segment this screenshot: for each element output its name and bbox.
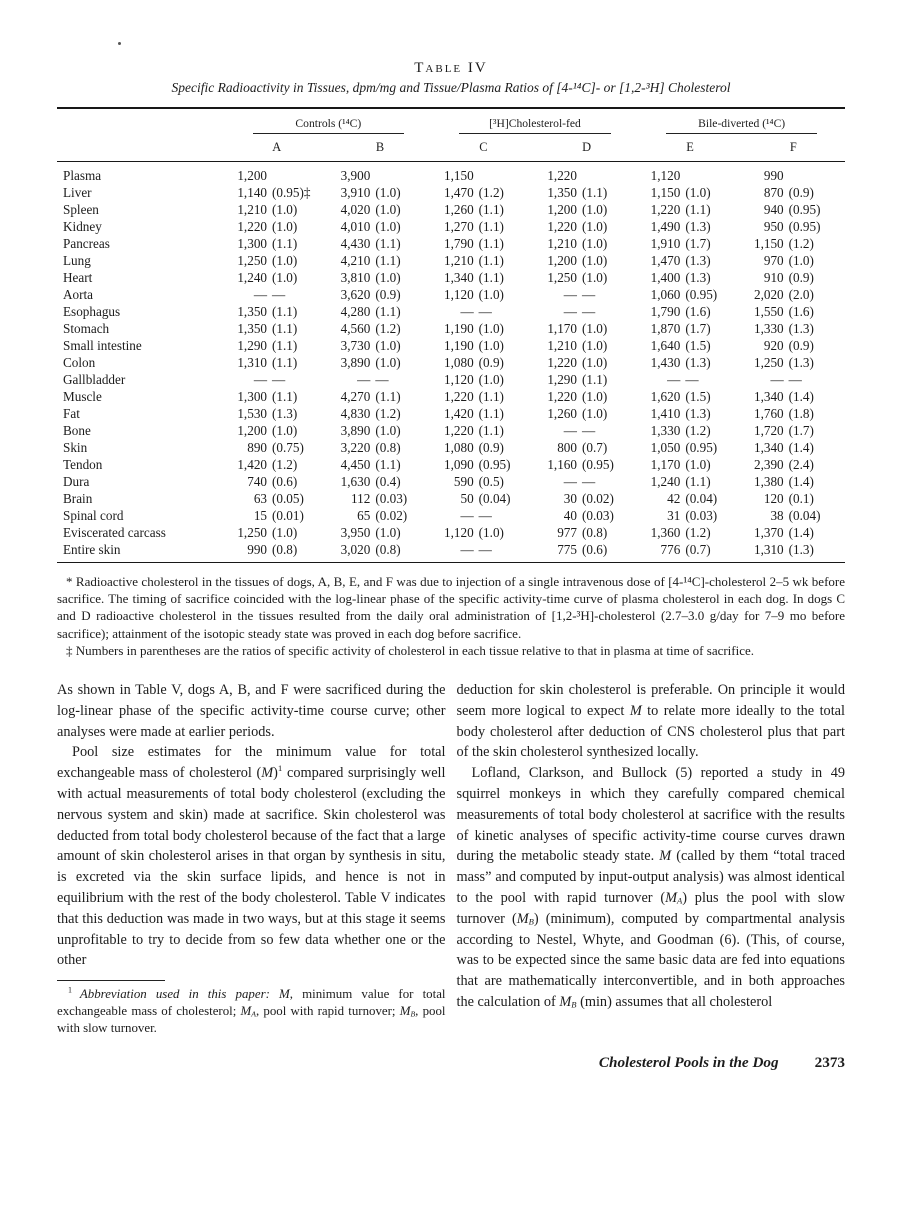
page-number: 2373	[814, 1053, 845, 1071]
value-cell: 1,190 (1.0)	[443, 337, 504, 353]
value-cell: 1,300 (1.1)	[237, 388, 298, 404]
value-cell: 1,350 (1.1)	[547, 184, 608, 200]
table-row	[57, 184, 845, 201]
value-cell: 1,430 (1.3)	[650, 354, 711, 370]
value-cell: 112 (0.03)	[351, 490, 408, 506]
value-cell: 1,790 (1.1)	[443, 235, 504, 251]
value-cell: 1,240 (1.0)	[237, 269, 298, 285]
value-cell: 1,620 (1.5)	[650, 388, 711, 404]
value-cell: — —	[563, 303, 596, 319]
group-cholesterol-fed-label: [³H]Cholesterol-fed	[459, 117, 610, 134]
value-cell: 990 (0.8)	[247, 541, 298, 557]
value-cell: 1,490 (1.3)	[650, 218, 711, 234]
value-cell: 590 (0.5)	[453, 473, 504, 489]
value-cell: 977 (0.8)	[557, 524, 608, 540]
group-bile-diverted-label: Bile-diverted (¹⁴C)	[666, 117, 817, 134]
value-cell: 1,550 (1.6)	[753, 303, 814, 319]
value-cell: 1,640 (1.5)	[650, 337, 711, 353]
value-cell: 1,870 (1.7)	[650, 320, 711, 336]
tissue-name: Lung	[63, 252, 91, 268]
value-cell: 4,010 (1.0)	[340, 218, 401, 234]
value-cell: 63 (0.05)	[253, 490, 304, 506]
value-cell: 3,810 (1.0)	[340, 269, 401, 285]
value-cell: 3,910 (1.0)	[340, 184, 401, 200]
tissue-name: Spinal cord	[63, 507, 124, 523]
value-cell: 30 (0.02)	[563, 490, 614, 506]
value-cell: — —	[357, 371, 389, 387]
running-title: Cholesterol Pools in the Dog	[598, 1053, 779, 1071]
group-controls-label: Controls (¹⁴C)	[253, 117, 404, 134]
value-cell: 776 (0.7)	[660, 541, 711, 557]
value-cell: 4,560 (1.2)	[340, 320, 401, 336]
value-cell: 4,270 (1.1)	[340, 388, 401, 404]
value-cell: 1,760 (1.8)	[753, 405, 814, 421]
tissue-name: Muscle	[63, 388, 102, 404]
table-row	[57, 162, 845, 185]
column-letter-b: B	[328, 135, 431, 162]
value-cell: — —	[253, 371, 286, 387]
table-row	[57, 252, 845, 269]
value-cell: 1,200 (1.0)	[547, 252, 608, 268]
tissue-name: Dura	[63, 473, 90, 489]
value-cell: 1,270 (1.1)	[443, 218, 504, 234]
value-cell: 4,280 (1.1)	[340, 303, 401, 319]
value-cell: 42 (0.04)	[667, 490, 718, 506]
tissue-header-empty	[57, 135, 225, 162]
table-row	[57, 235, 845, 252]
value-cell: 3,950 (1.0)	[340, 524, 401, 540]
table-row	[57, 473, 845, 490]
tissue-name: Entire skin	[63, 541, 121, 557]
value-cell: 1,630 (0.4)	[340, 473, 401, 489]
tissue-header-empty	[57, 108, 225, 135]
value-cell: 1,150 (1.2)	[753, 235, 814, 251]
value-cell: 1,290 (1.1)	[547, 371, 608, 387]
value-cell: 1,220 (1.1)	[443, 422, 504, 438]
table-row	[57, 269, 845, 286]
value-cell: 1,240 (1.1)	[650, 473, 711, 489]
tissue-name: Spleen	[63, 201, 99, 217]
value-cell: 50 (0.04)	[460, 490, 511, 506]
table-row	[57, 507, 845, 524]
value-cell: 1,420 (1.1)	[443, 405, 504, 421]
value-cell: 1,050 (0.95)	[650, 439, 718, 455]
value-cell: 1,150	[443, 167, 474, 183]
value-cell: 15 (0.01)	[253, 507, 304, 523]
page-footer	[57, 1054, 845, 1072]
value-cell: 1,200 (1.0)	[237, 422, 298, 438]
value-cell: 1,200	[237, 167, 267, 183]
value-cell: 1,530 (1.3)	[237, 405, 298, 421]
value-cell: 1,210 (1.0)	[547, 337, 608, 353]
value-cell: 4,830 (1.2)	[340, 405, 401, 421]
value-cell: 1,210 (1.0)	[547, 235, 608, 251]
value-cell: 1,170 (1.0)	[547, 320, 608, 336]
value-cell: 40 (0.03)	[563, 507, 614, 523]
table-caption: Specific Radioactivity in Tissues, dpm/mg and Tissue/Plasma Ratios of [4-¹⁴C]- or [1,2-³H] Cholesterol	[171, 80, 731, 95]
value-cell: 1,220 (1.0)	[547, 388, 608, 404]
tissue-name: Esophagus	[63, 303, 121, 319]
value-cell: 3,730 (1.0)	[340, 337, 401, 353]
table-row	[57, 354, 845, 371]
value-cell: — —	[563, 473, 596, 489]
value-cell: — —	[563, 286, 596, 302]
tissue-name: Bone	[63, 422, 91, 438]
tissue-name: Stomach	[63, 320, 110, 336]
table-row	[57, 201, 845, 218]
value-cell: 4,450 (1.1)	[340, 456, 401, 472]
table-row	[57, 422, 845, 439]
column-letters-row	[57, 135, 845, 162]
value-cell: 3,900	[340, 167, 371, 183]
value-cell: 1,370 (1.4)	[753, 524, 814, 540]
value-cell: 4,210 (1.1)	[340, 252, 401, 268]
table-row	[57, 337, 845, 354]
value-cell: 1,720 (1.7)	[753, 422, 814, 438]
value-cell: 1,220 (1.0)	[547, 354, 608, 370]
value-cell: 3,220 (0.8)	[340, 439, 401, 455]
paragraph: As shown in Table V, dogs A, B, and F were sacrificed during the log-linear phase of the specific activity-time course curve; other analyses were made at earlier periods.	[57, 682, 446, 740]
table-row	[57, 388, 845, 405]
value-cell: 1,340 (1.4)	[753, 388, 814, 404]
value-cell: 1,120 (1.0)	[443, 371, 504, 387]
group-controls	[225, 108, 432, 135]
tissue-name: Gallbladder	[63, 371, 126, 387]
value-cell: 1,210 (1.1)	[443, 252, 504, 268]
column-letter-a: A	[225, 135, 328, 162]
table-footnote-dagger: ‡ Numbers in parentheses are the ratios of specific activity of cholesterol in each tissue relative to that in plasma at time of sacrifice.	[66, 642, 755, 658]
value-cell: 1,420 (1.2)	[237, 456, 298, 472]
value-cell: 775 (0.6)	[557, 541, 608, 557]
tissue-name: Liver	[63, 184, 92, 200]
value-cell: 1,250 (1.0)	[547, 269, 608, 285]
value-cell: 31 (0.03)	[667, 507, 718, 523]
value-cell: 1,360 (1.2)	[650, 524, 711, 540]
value-cell: — —	[770, 371, 802, 387]
value-cell: 1,260 (1.1)	[443, 201, 504, 217]
tissue-name: Eviscerated carcass	[63, 524, 166, 540]
table-label: Table IV	[414, 60, 488, 76]
value-cell: 3,890 (1.0)	[340, 354, 401, 370]
value-cell: — —	[253, 286, 286, 302]
value-cell: 910 (0.9)	[763, 269, 814, 285]
value-cell: 1,120	[650, 167, 681, 183]
value-cell: 920 (0.9)	[763, 337, 814, 353]
value-cell: 990	[763, 167, 784, 183]
tissue-name: Heart	[63, 269, 93, 285]
value-cell: 970 (1.0)	[763, 252, 814, 268]
value-cell: 38 (0.04)	[770, 507, 821, 523]
value-cell: 1,250 (1.3)	[753, 354, 814, 370]
value-cell: 1,120 (1.0)	[443, 524, 504, 540]
value-cell: 1,140 (0.95)‡	[237, 184, 311, 200]
value-cell: 1,310 (1.1)	[237, 354, 298, 370]
left-column	[57, 680, 446, 1037]
value-cell: 1,310 (1.3)	[753, 541, 814, 557]
tissue-name: Tendon	[63, 456, 103, 472]
value-cell: 740 (0.6)	[247, 473, 298, 489]
value-cell: 2,390 (2.4)	[753, 456, 814, 472]
tissue-name: Plasma	[63, 167, 102, 183]
paragraph: Pool size estimates for the minimum value for total exchangeable mass of cholesterol $(M)^1$ compared surprisingly well with actual measurements of total body cholesterol (excluding the nervous system and skin) made at sacrifice. Skin cholesterol was deducted from total body cholesterol because of the fact that a large amount of skin cholesterol arises in that organ by synthesis in situ, is excreted via the skin surface lipids, and hence is not in equilibrium with the rest of the body cholesterol. Table V indicates that this deduction was made in two ways, but at this stage it seems unprofitable to try to decide from so few data whether one or the other	[57, 744, 446, 969]
table-row	[57, 320, 845, 337]
column-letter-c: C	[432, 135, 535, 162]
value-cell: 1,410 (1.3)	[650, 405, 711, 421]
value-cell: 1,790 (1.6)	[650, 303, 711, 319]
tissue-name: Colon	[63, 354, 96, 370]
table-row	[57, 439, 845, 456]
value-cell: 3,020 (0.8)	[340, 541, 401, 557]
value-cell: 1,080 (0.9)	[443, 354, 504, 370]
table-row	[57, 524, 845, 541]
value-cell: 1,150 (1.0)	[650, 184, 711, 200]
value-cell: 1,260 (1.0)	[547, 405, 608, 421]
group-cholesterol-fed	[432, 108, 639, 135]
value-cell: 1,250 (1.0)	[237, 252, 298, 268]
value-cell: 1,910 (1.7)	[650, 235, 711, 251]
value-cell: 1,470 (1.3)	[650, 252, 711, 268]
paragraph: deduction for skin cholesterol is preferable. On principle it would seem more logical to expect M to relate more ideally to the total body cholesterol after deduction of CNS cholesterol plus that part of the skin cholesterol synthesized locally.	[456, 682, 845, 761]
value-cell: 1,340 (1.4)	[753, 439, 814, 455]
value-cell: 120 (0.1)	[763, 490, 814, 506]
table-row	[57, 541, 845, 563]
value-cell: 1,220 (1.1)	[650, 201, 711, 217]
table-footnote-asterisk: * Radioactive cholesterol in the tissues of dogs, A, B, E, and F was due to injection of a single intravenous dose of [4-¹⁴C]-cholesterol 2–5 wk before sacrifice. The timing of sacrifice coincided with the log-linear phase of the specific activity-time curve of plasma cholesterol in each dog. In dogs C and D radioactive cholesterol in the tissues resulted from the daily oral administration of [1,2-³H]-cholesterol (2.7–3.0 g/day for 7–9 mo before sacrifice); attainment of the isotopic steady state was proved in each dog before sacrifice.	[57, 574, 845, 641]
value-cell: 950 (0.95)	[763, 218, 821, 234]
value-cell: 1,470 (1.2)	[443, 184, 504, 200]
paragraph: Lofland, Clarkson, and Bullock (5) reported a study in 49 squirrel monkeys in which they carefully compared chemical measurements of total body cholesterol at sacrifice with the results of kinetic analyses of specific activity-time course curves drawn during the metabolic steady state. M (called by them “total traced mass” and computed by input-output analysis) was almost identical to the pool with rapid turnover (MA) plus the pool with slow turnover (MB) (minimum), computed by compartmental analysis according to Nestel, Whyte, and Goodman (6). (This, of course, was to be expected since the same basic data are fed into equations that are mathematically interconvertible, and in both approaches the calculation of MB (min) assumes that all cholesterol	[456, 765, 845, 1010]
tissue-name: Small intestine	[63, 337, 142, 353]
column-letter-f: F	[742, 135, 845, 162]
tissue-name: Kidney	[63, 218, 102, 234]
table-row	[57, 286, 845, 303]
value-cell: 1,350 (1.1)	[237, 303, 298, 319]
value-cell: 4,430 (1.1)	[340, 235, 401, 251]
value-cell: 1,170 (1.0)	[650, 456, 711, 472]
value-cell: 890 (0.75)	[247, 439, 304, 455]
value-cell: 2,020 (2.0)	[753, 286, 814, 302]
value-cell: 1,220 (1.1)	[443, 388, 504, 404]
tissue-name: Pancreas	[63, 235, 110, 251]
value-cell: 1,300 (1.1)	[237, 235, 298, 251]
value-cell: 1,080 (0.9)	[443, 439, 504, 455]
value-cell: 1,400 (1.3)	[650, 269, 711, 285]
value-cell: 65 (0.02)	[357, 507, 408, 523]
tissue-name: Fat	[63, 405, 80, 421]
value-cell: 1,120 (1.0)	[443, 286, 504, 302]
value-cell: 3,890 (1.0)	[340, 422, 401, 438]
value-cell: — —	[563, 422, 596, 438]
value-cell: 1,330 (1.3)	[753, 320, 814, 336]
value-cell: 1,350 (1.1)	[237, 320, 298, 336]
value-cell: 1,330 (1.2)	[650, 422, 711, 438]
value-cell: 1,160 (0.95)	[547, 456, 614, 472]
value-cell: 4,020 (1.0)	[340, 201, 401, 217]
value-cell: 1,220	[547, 167, 577, 183]
table-row	[57, 218, 845, 235]
right-column	[457, 680, 846, 1037]
value-cell: 1,220 (1.0)	[547, 218, 608, 234]
tissue-name: Brain	[63, 490, 93, 506]
value-cell: 1,090 (0.95)	[443, 456, 511, 472]
table-row	[57, 490, 845, 507]
table-row	[57, 303, 845, 320]
table-footnotes	[57, 573, 845, 659]
table-row	[57, 371, 845, 388]
value-cell: 1,220 (1.0)	[237, 218, 298, 234]
value-cell: — —	[667, 371, 699, 387]
scan-speck	[118, 42, 121, 45]
value-cell: 1,200 (1.0)	[547, 201, 608, 217]
radioactivity-table	[57, 107, 845, 563]
column-group-row	[57, 108, 845, 135]
tissue-name: Aorta	[63, 286, 94, 302]
value-cell: 1,060 (0.95)	[650, 286, 718, 302]
value-cell: — —	[460, 541, 492, 557]
value-cell: — —	[460, 507, 492, 523]
value-cell: 3,620 (0.9)	[340, 286, 401, 302]
column-letter-d: D	[535, 135, 638, 162]
group-bile-diverted	[638, 108, 845, 135]
table-body	[57, 162, 845, 563]
value-cell: 1,380 (1.4)	[753, 473, 814, 489]
column-letter-e: E	[638, 135, 741, 162]
abbreviation-footnote: $^1$ Abbreviation used in this paper: M, minimum value for total exchangeable mass of cholesterol; MA, pool with rapid turnover; MB, pool with slow turnover.	[57, 985, 446, 1035]
value-cell: 1,290 (1.1)	[237, 337, 298, 353]
value-cell: 1,340 (1.1)	[443, 269, 504, 285]
value-cell: 940 (0.95)	[763, 201, 821, 217]
value-cell: — —	[460, 303, 492, 319]
value-cell: 800 (0.7)	[557, 439, 608, 455]
table-row	[57, 405, 845, 422]
value-cell: 870 (0.9)	[763, 184, 814, 200]
table-row	[57, 456, 845, 473]
value-cell: 1,250 (1.0)	[237, 524, 298, 540]
value-cell: 1,190 (1.0)	[443, 320, 504, 336]
value-cell: 1,210 (1.0)	[237, 201, 298, 217]
body-columns	[57, 680, 845, 1037]
tissue-name: Skin	[63, 439, 88, 455]
footnote-rule	[57, 980, 165, 981]
